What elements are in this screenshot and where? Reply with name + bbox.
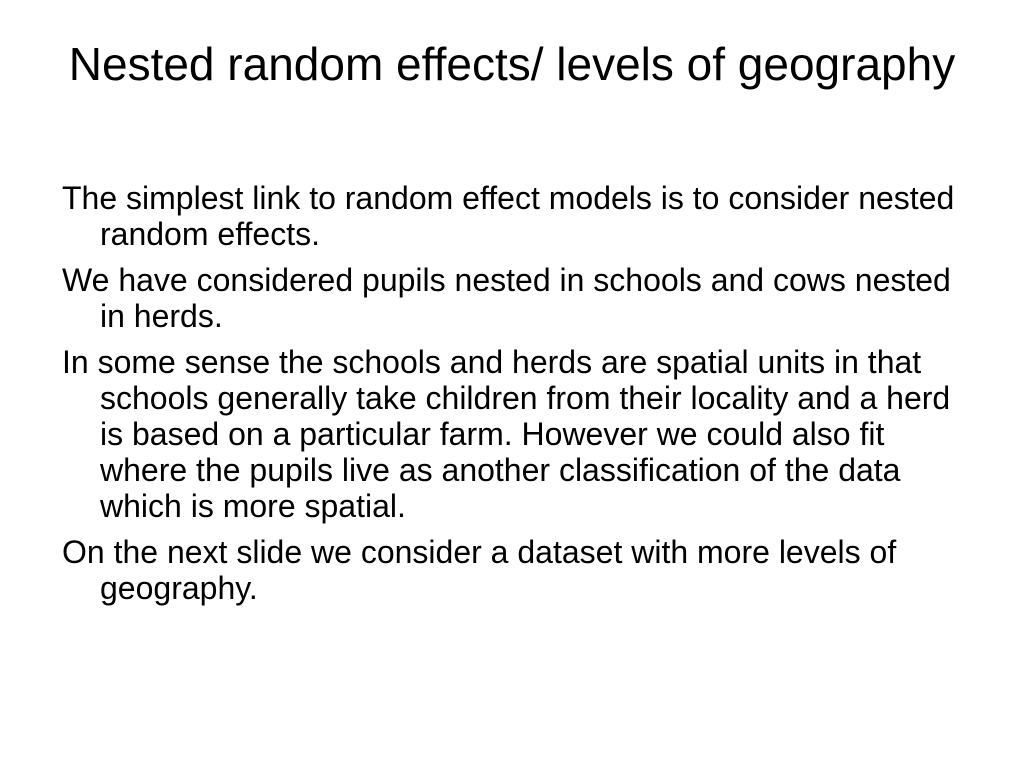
body-paragraph-4: On the next slide we consider a dataset with more levels of geography. <box>62 534 897 606</box>
slide-title: Nested random effects/ levels of geography <box>68 38 956 90</box>
body-paragraph-1: The simplest link to random effect models is to consider nested random effects. <box>62 180 955 252</box>
body-paragraph-2: We have considered pupils nested in schools and cows nested in herds. <box>62 262 951 334</box>
body-paragraph-3: In some sense the schools and herds are spatial units in that schools generally take children from their locality and a herd is based on a particular farm. However we could also fit where the pupils live as another classification of the data which is more spatial. <box>62 344 951 524</box>
slide-body <box>62 180 962 616</box>
